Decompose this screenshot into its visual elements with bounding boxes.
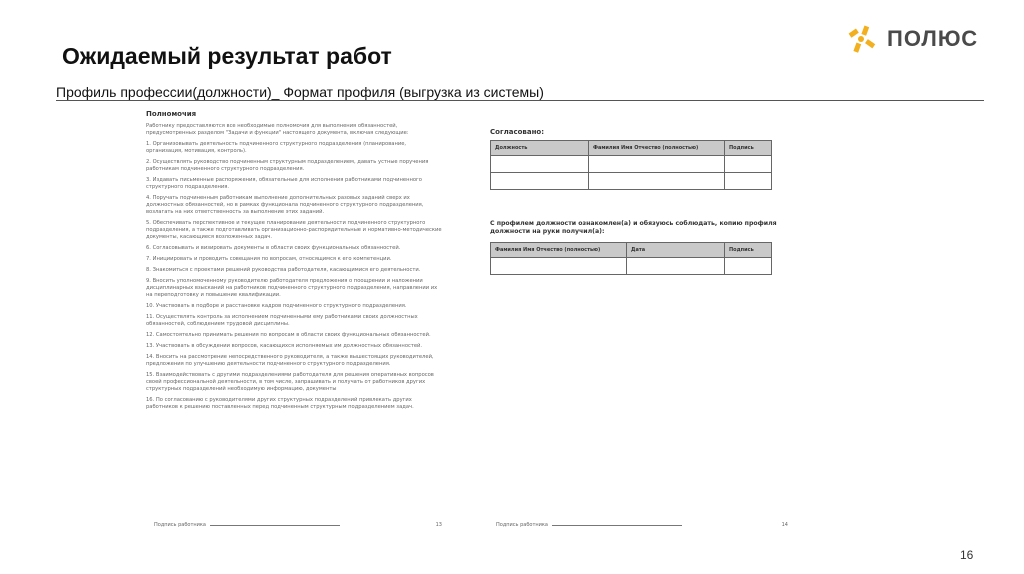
table-cell (725, 173, 772, 190)
table-cell (589, 173, 725, 190)
table-header: Фамилия Имя Отчество (полностью) (491, 243, 627, 258)
table-header: Должность (491, 141, 589, 156)
authority-item: 10. Участвовать в подборе и расстановке кадров подчиненного структурного подразделения. (146, 303, 407, 309)
signature-blank (552, 525, 682, 526)
table-header: Дата (627, 243, 725, 258)
authority-intro: Работнику предоставляются все необходимые полномочия для выполнения обязанностей, предусмотренных разделом "Задачи и функции" настоящего документа, включая следующие: (146, 123, 409, 136)
table-header: Подпись (725, 141, 772, 156)
authority-item: 16. По согласованию с руководителями других структурных подразделений привлекать других работников к решению поставленных перед подчиненным структурным подразделением задач. (146, 397, 414, 410)
table-row (491, 173, 772, 190)
signature-label: Подпись работника (154, 522, 206, 528)
authority-item: 2. Осуществлять руководство подчиненным структурным подразделением, давать устные поручения работникам подчиненного структурного подразделения. (146, 159, 429, 172)
table-cell (491, 156, 589, 173)
title-divider (56, 100, 984, 101)
table-cell (491, 173, 589, 190)
table-row (491, 156, 772, 173)
table-cell (725, 156, 772, 173)
authority-item: 8. Знакомиться с проектами решений руководства работодателя, касающимися его деятельности. (146, 267, 421, 273)
authority-item: 1. Организовывать деятельность подчиненного структурного подразделения (планирование, организация, мотивация, контроль). (146, 141, 407, 154)
document-page-right (488, 106, 788, 528)
slide-title: Ожидаемый результат работ (62, 43, 392, 69)
table-cell (589, 156, 725, 173)
company-logo (845, 22, 978, 56)
authority-heading: Полномочия (146, 110, 197, 118)
polyus-logo-icon (845, 22, 879, 56)
authority-item: 9. Вносить уполномоченному руководителю работодателя предложения о поощрении и наложении дисциплинарных взысканий на работников подчиненного структурного подразделения, направлении их на переподготовку и повышение квалификации. (146, 278, 438, 298)
authority-item: 3. Издавать письменные распоряжения, обязательные для исполнения работниками подчиненного структурного подразделения. (146, 177, 422, 190)
table-cell (491, 258, 627, 275)
authority-item: 4. Поручать подчиненным работникам выполнение дополнительных разовых заданий сверх их должностных обязанностей, но в рамках функционала подчиненного структурного подразделения, возлагать на них ответственность за выполнение этих заданий. (146, 195, 424, 215)
authority-item: 6. Согласовывать и визировать документы в области своих функциональных обязанностей. (146, 245, 401, 251)
slide-page-number: 16 (960, 548, 974, 562)
authority-item: 7. Инициировать и проводить совещания по вопросам, относящимся к его компетенции. (146, 256, 392, 262)
authority-item: 12. Самостоятельно принимать решения по вопросам в области своих функциональных обязанностей. (146, 332, 431, 338)
authority-item: 13. Участвовать в обсуждении вопросов, касающихся исполняемых им должностных обязанностей. (146, 343, 423, 349)
authority-item: 5. Обеспечивать перспективное и текущее планирование деятельности подчиненного структурного подразделения, а также подготавливать организационно-распорядительные и нормативно-методические документы, касающиеся возложенных задач. (146, 220, 442, 240)
signature-line-right (496, 522, 788, 528)
signature-blank (210, 525, 340, 526)
table-cell (627, 258, 725, 275)
slide-subtitle: Профиль профессии(должности)_ Формат профиля (выгрузка из системы) (56, 84, 544, 100)
agreement-table (490, 140, 772, 190)
table-header: Подпись (725, 243, 772, 258)
table-header: Фамилия Имя Отчество (полностью) (589, 141, 725, 156)
acknowledgement-text: С профилем должности ознакомлен(а) и обязуюсь соблюдать, копию профиля должности на руки получил(а): (490, 220, 777, 235)
agreed-heading: Согласовано: (490, 128, 545, 136)
document-page-left (146, 106, 442, 528)
authority-item: 15. Взаимодействовать с другими подразделениями работодателя для решения оперативных вопросов своей профессиональной деятельности, в том числе, запрашивать и получать от работников других структурных подразделений необходимую информацию, документы (146, 372, 434, 392)
table-cell (725, 258, 772, 275)
authority-item: 14. Вносить на рассмотрение непосредственного руководителя, а также вышестоящих руководителей, предложения по улучшению деятельности подчиненного структурного подразделения. (146, 354, 434, 367)
signature-label: Подпись работника (496, 522, 548, 528)
doc-page-number: 13 (435, 522, 442, 528)
doc-page-number: 14 (781, 522, 788, 528)
table-row (491, 258, 772, 275)
acknowledgement-table (490, 242, 772, 275)
logo-text: ПОЛЮС (887, 26, 979, 51)
authority-item: 11. Осуществлять контроль за исполнением подчиненными ему работниками своих должностных обязанностей, соблюдением трудовой дисциплины. (146, 314, 418, 327)
signature-line-left (154, 522, 442, 528)
